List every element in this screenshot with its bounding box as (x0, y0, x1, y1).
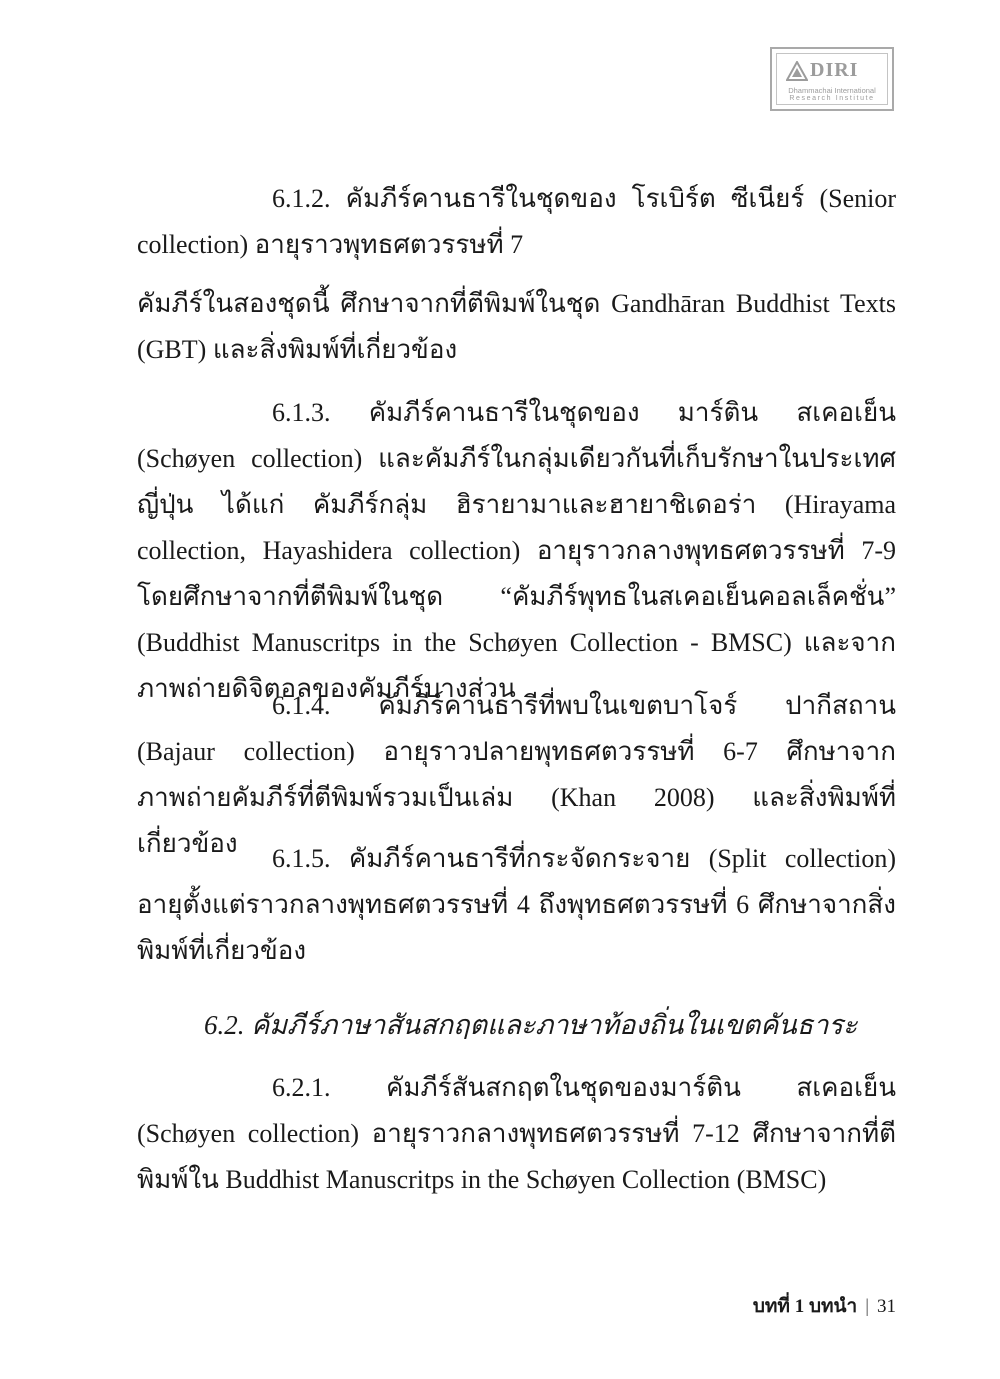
logo-subtitle-1: Dhammachai International (788, 86, 876, 95)
diri-logo (770, 47, 894, 111)
paragraph-gbt-note: คัมภีร์ในสองชุดนี้ ศึกษาจากที่ตีพิมพ์ในชุด Gandhāran Buddhist Texts (GBT) และสิ่งพิมพ์ที่เกี่ยวข้อง (137, 289, 896, 364)
paragraph-6-1-2: 6.1.2. คัมภีร์คานธารีในชุดของ โรเบิร์ต ซีเนียร์ (Senior collection) อายุราวพุทธศตวรรษที่ 7 (137, 184, 896, 259)
logo-name: DIRI (810, 59, 859, 81)
paragraph-6-1-4: 6.1.4. คัมภีร์คานธารีที่พบในเขตบาโจร์ ปากีสถาน (Bajaur collection) อายุราวปลายพุทธศตวรรษที่ 6-7 ศึกษาจากภาพถ่ายคัมภีร์ที่ตีพิมพ์รวมเป็นเล่ม (Khan 2008) และสิ่งพิมพ์ที่เกี่ยวข้อง (137, 691, 896, 858)
footer-separator: | (865, 1296, 869, 1317)
logo-triangle-icon (786, 61, 808, 81)
paragraph-6-2-1: 6.2.1. คัมภีร์สันสกฤตในชุดของมาร์ติน สเคอเย็น (Schøyen collection) อายุราวกลางพุทธศตวรรษที่ 7-12 ศึกษาจากที่ตีพิมพ์ใน Buddhist Manuscritps in the Schøyen Collection (BMSC) (137, 1073, 896, 1194)
section-heading-6-2: 6.2. คัมภีร์ภาษาสันสกฤตและภาษาท้องถิ่นในเขตคันธาระ (204, 1010, 858, 1040)
page-number: 31 (877, 1296, 896, 1317)
page-footer (753, 1291, 896, 1321)
paragraph-6-1-3: 6.1.3. คัมภีร์คานธารีในชุดของ มาร์ติน สเคอเย็น (Schøyen collection) และคัมภีร์ในกลุ่มเดียวกันที่เก็บรักษาในประเทศญี่ปุ่น ได้แก่ คัมภีร์กลุ่ม ฮิรายามาและฮายาชิเดอร่า (Hirayama collection, Hayashidera collection) อายุราวกลางพุทธศตวรรษที่ 7-9 โดยศึกษาจากที่ตีพิมพ์ในชุด “คัมภีร์พุทธในสเคอเย็นคอลเล็คชั่น” (Buddhist Manuscritps in the Schøyen Collection - BMSC) และจากภาพถ่ายดิจิตอลของคัมภีร์บางส่วน (137, 398, 896, 703)
chapter-label: บทที่ 1 บทนำ (752, 1296, 858, 1317)
logo-subtitle-2: Research Institute (789, 95, 875, 102)
paragraph-6-1-5: 6.1.5. คัมภีร์คานธารีที่กระจัดกระจาย (Split collection) อายุตั้งแต่ราวกลางพุทธศตวรรษที่ 4 ถึงพุทธศตวรรษที่ 6 ศึกษาจากสิ่งพิมพ์ที่เกี่ยวข้อง (137, 844, 896, 965)
